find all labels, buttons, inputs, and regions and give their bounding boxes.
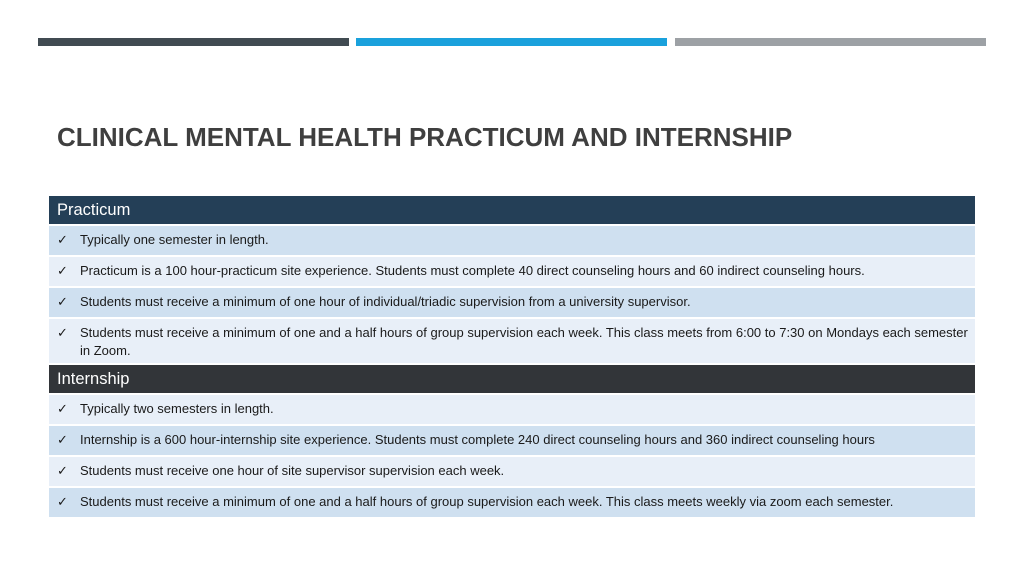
internship-header: Internship (49, 365, 975, 395)
checkmark-icon: ✓ (57, 325, 68, 340)
accent-bar-blue (356, 38, 667, 46)
row-text: Practicum is a 100 hour-practicum site experience. Students must complete 40 direct counseling hours and 60 indirect counseling hours. (80, 263, 865, 278)
row-text: Internship is a 600 hour-internship site experience. Students must complete 240 direct counseling hours and 360 indirect counseling hours (80, 432, 875, 447)
row-text: Typically two semesters in length. (80, 401, 274, 416)
checkmark-icon: ✓ (57, 432, 68, 447)
accent-bar-gray (675, 38, 986, 46)
checkmark-icon: ✓ (57, 494, 68, 509)
table-row (49, 426, 975, 457)
practicum-header: Practicum (49, 196, 975, 226)
row-text: Students must receive one hour of site supervisor supervision each week. (80, 463, 505, 478)
checkmark-icon: ✓ (57, 232, 68, 247)
requirements-table (49, 196, 975, 519)
row-text: Typically one semester in length. (80, 232, 269, 247)
table-row (49, 319, 975, 365)
row-text: Students must receive a minimum of one and a half hours of group supervision each week. This class meets weekly via zoom each semester. (80, 494, 894, 509)
row-text: Students must receive a minimum of one hour of individual/triadic supervision from a university supervisor. (80, 294, 691, 309)
checkmark-icon: ✓ (57, 463, 68, 478)
row-text: Students must receive a minimum of one and a half hours of group supervision each week. This class meets from 6:00 to 7:30 on Mondays each semester in Zoom. (80, 325, 968, 358)
table-row (49, 288, 975, 319)
table-row (49, 457, 975, 488)
checkmark-icon: ✓ (57, 263, 68, 278)
table-row (49, 488, 975, 519)
checkmark-icon: ✓ (57, 294, 68, 309)
table-row (49, 257, 975, 288)
checkmark-icon: ✓ (57, 401, 68, 416)
slide-title: CLINICAL MENTAL HEALTH PRACTICUM AND INTERNSHIP (57, 122, 793, 152)
table-row (49, 226, 975, 257)
table-row (49, 395, 975, 426)
accent-bar-dark (38, 38, 349, 46)
